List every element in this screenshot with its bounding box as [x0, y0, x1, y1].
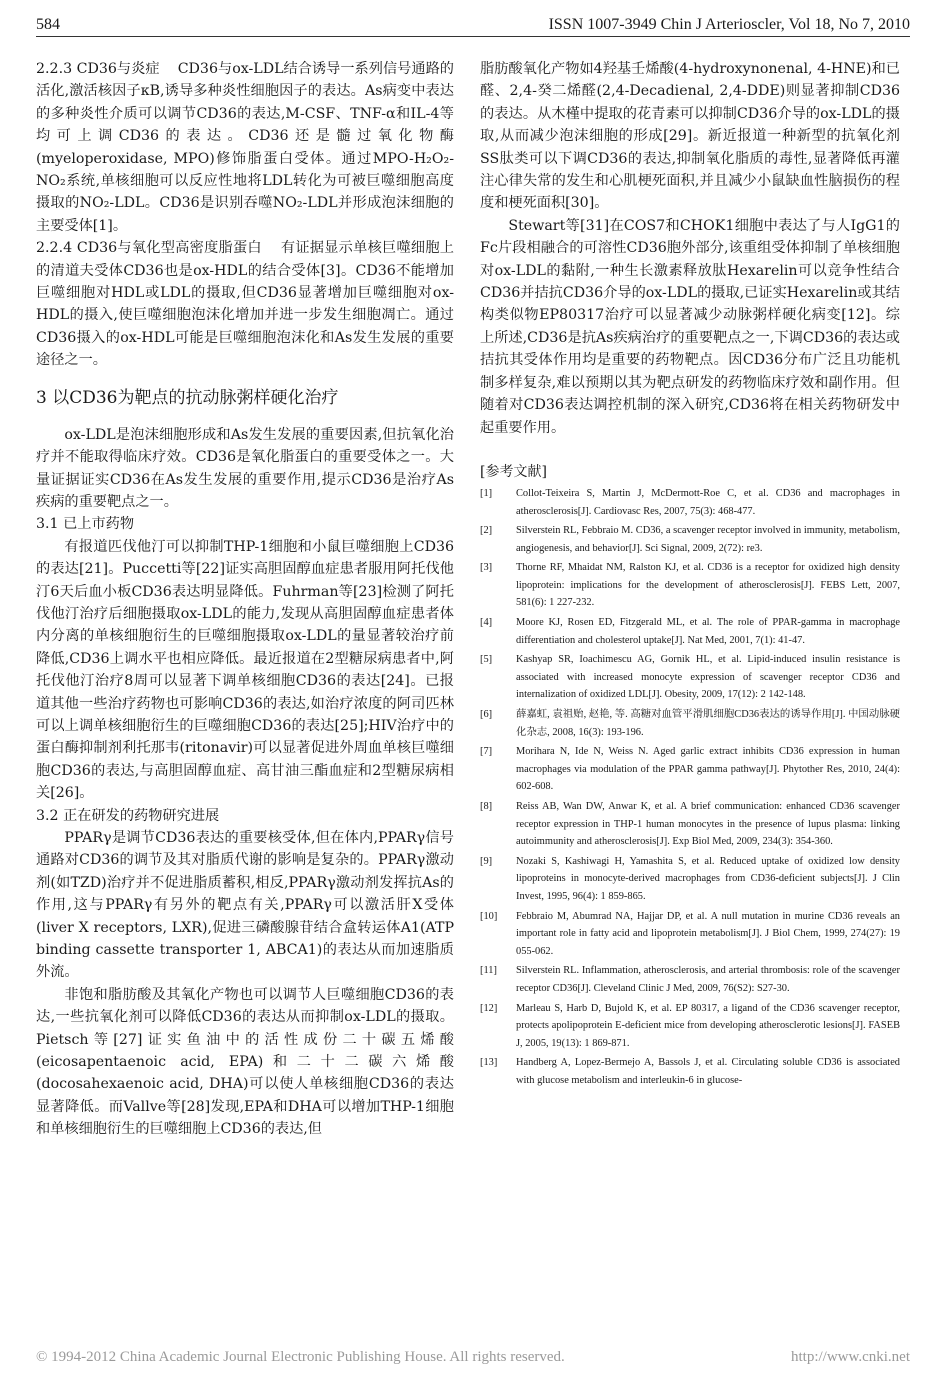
- section-3-2-paragraph-1: PPARγ是调节CD36表达的重要核受体,但在体内,PPARγ信号通路对CD36的调节及其对脂质代谢的影响是复杂的。PPARγ激动剂(如TZD)治疗并不促进脂质蓄积,相反,PPARγ激动剂发挥抗As的作用,这与PPARγ有另外的靶点有关,PPARγ可以激活肝X受体(liver X receptors, LXR),促进三磷酸腺苷结合盒转运体A1(ATP binding cassette transporter 1, ABCA1)的表达从而加速脂质外流。: [36, 830, 454, 981]
- copyright-notice: © 1994-2012 China Academic Journal Electronic Publishing House. All rights reserved.: [36, 1349, 565, 1365]
- reference-number: [13]: [480, 1057, 498, 1069]
- publisher-site-link[interactable]: http://www.cnki.net: [790, 1349, 910, 1365]
- section-2-2-3-text: CD36与ox-LDL结合诱导一系列信号通路的活化,激活核因子κB,诱导多种炎性细胞因子的表达。As病变中表达的多种炎性介质可以调节CD36的表达,M-CSF、TNF-α和IL-4等均可上调CD36的表达。CD36还是髓过氧化物酶(myeloperoxidase, MPO)修饰脂蛋白受体。通过MPO-H₂O₂-NO₂系统,单核细胞可以反应性地将LDL转化为可被巨噬细胞高度摄取的NO₂-LDL。CD36是识别吞噬NO₂-LDL并形成泡沫细胞的主要受体[1]。: [36, 61, 454, 234]
- page-number: 584: [36, 16, 60, 33]
- reference-number: [3]: [480, 562, 493, 574]
- page-header: [36, 12, 910, 42]
- reference-text: 薛嘉虹, 袁祖贻, 赵艳, 等. 高糖对血管平滑肌细胞CD36表达的诱导作用[J]. 中国动脉硬化杂志, 2008, 16(3): 193-196.: [516, 709, 900, 738]
- continued-paragraph: 脂肪酸氧化产物如4羟基壬烯酸(4-hydroxynonenal, 4-HNE)和已醛、2,4-癸二烯醛(2,4-Decadienal, 2,4-DDE)则显著抑制CD36的表达。从木槿中提取的花青素可以抑制CD36介导的ox-LDL的摄取,从而减少泡沫细胞的形成[29]。新近报道一种新型的抗氧化剂SS肽类可以下调CD36的表达,抑制氧化脂质的毒性,显著降低再灌注心律失常的发生和心肌梗死面积,并且减少小鼠缺血性脑损伤的程度和梗死面积[30]。: [480, 61, 900, 212]
- reference-number: [9]: [480, 855, 493, 867]
- reference-text: Collot-Teixeira S, Martin J, McDermott-Roe C, et al. CD36 and macrophages in atherosclerosis[J]. Cardiovasc Res, 2007, 75(3): 468-477.: [516, 487, 900, 517]
- section-2-2-4: [36, 237, 454, 371]
- reference-text: Reiss AB, Wan DW, Anwar K, et al. A brief communication: enhanced CD36 scavenger receptor expression in THP-1 human monocytes in the presence of lupus plasma: linking autoimmunity and atherosclerosis[J]. Exp Biol Med, 2009, 234(3): 354-360.: [516, 801, 900, 848]
- reference-text: Nozaki S, Kashiwagi H, Yamashita S, et al. Reduced uptake of oxidized low density lipoproteins in monocyte-derived macrophages from CD36-deficient subjects[J]. J Clin Invest, 1995, 96(4): 1 859-865.: [516, 855, 900, 902]
- section-2-2-3-title: 2.2.3 CD36与炎症: [36, 61, 160, 77]
- section-3-title: 3 以CD36为靶点的抗动脉粥样硬化治疗: [36, 387, 339, 408]
- reference-number: [2]: [480, 525, 493, 537]
- section-2-2-3: [36, 58, 454, 237]
- reference-item: [480, 962, 900, 997]
- reference-number: [5]: [480, 654, 493, 666]
- reference-number: [1]: [480, 487, 493, 499]
- section-3-1-text: 有报道匹伐他汀可以抑制THP-1细胞和小鼠巨噬细胞上CD36的表达[21]。Puccetti等[22]证实高胆固醇血症患者服用阿托伐他汀6天后血小板CD36表达明显降低。Fuhrman等[23]检测了阿托伐他汀治疗后细胞摄取ox-LDL的能力,发现从高胆固醇血症患者体内分离的单核细胞衍生的巨噬细胞摄取ox-LDL的量显著较治疗前降低,CD36上调水平也相应降低。最近报道在2型糖尿病患者中,阿托伐他汀治疗8周可以显著下调单核细胞CD36的表达[24]。已报道其他一些治疗药物也可影响CD36的表达,如治疗浓度的阿司匹林可以上调单核细胞衍生的巨噬细胞CD36的表达[25];HIV治疗中的蛋白酶抑制剂利托那韦(ritonavir)可以显著促进外周血单核巨噬细胞CD36的表达,与高胆固醇血症、高甘油三酯血症和2型糖尿病相关[26]。: [36, 538, 454, 802]
- reference-text: Kashyap SR, Ioachimescu AG, Gornik HL, et al. Lipid-induced insulin resistance is associated with increased monocyte expression of scavenger receptor CD36 and internalization of oxidized LDL[J]. Obesity, 2009, 17(12): 2 142-148.: [516, 654, 900, 701]
- reference-item: [480, 853, 900, 906]
- reference-item: [480, 485, 900, 520]
- section-3-1-title: 3.1 已上市药物: [36, 516, 135, 533]
- section-3-2-title: 3.2 正在研发的药物研究进展: [36, 807, 220, 824]
- reference-text: Silverstein RL, Febbraio M. CD36, a scavenger receptor involved in immunity, metabolism, angiogenesis, and behavior[J]. Sci Signal, 2009, 2(72): re3.: [516, 525, 900, 554]
- journal-info: ISSN 1007-3949 Chin J Arterioscler, Vol 18, No 7, 2010: [548, 16, 910, 33]
- reference-item: [480, 908, 900, 961]
- reference-number: [7]: [480, 746, 493, 758]
- reference-list: [480, 485, 900, 1090]
- reference-number: [12]: [480, 1002, 498, 1014]
- reference-number: [4]: [480, 617, 493, 629]
- reference-text: Febbraio M, Abumrad NA, Hajjar DP, et al. A null mutation in murine CD36 reveals an important role in fatty acid and lipoprotein metabolism[J]. J Biol Chem, 1999, 274(27): 19 055-062.: [516, 910, 900, 957]
- reference-item: [480, 614, 900, 649]
- reference-text: Silverstein RL. Inflammation, atherosclerosis, and arterial thrombosis: role of the scavenger receptor CD36[J]. Cleveland Clinic J Med, 2009, 76(S2): S27-30.: [516, 965, 900, 994]
- page-footer: [36, 1349, 910, 1371]
- reference-item: [480, 559, 900, 612]
- reference-item: [480, 706, 900, 741]
- reference-item: [480, 798, 900, 851]
- reference-item: [480, 743, 900, 796]
- reference-item: [480, 651, 900, 704]
- reference-text: Thorne RF, Mhaidat NM, Ralston KJ, et al. CD36 is a receptor for oxidized high density lipoprotein: implications for the development of atherosclerosis[J]. FEBS Lett, 2007, 581(6): 1 227-232.: [516, 562, 900, 609]
- section-3-2-paragraph-2: 非饱和脂肪酸及其氧化产物也可以调节人巨噬细胞CD36的表达,一些抗氧化剂可以降低CD36的表达从而抑制ox-LDL的摄取。Pietsch等[27]证实鱼油中的活性成份二十碳五烯酸(eicosapentaenoic acid, EPA)和二十二碳六烯酸(docosahexaenoic acid, DHA)可以使人单核细胞CD36的表达显著降低。而Vallve等[28]发现,EPA和DHA可以增加THP-1细胞和单核细胞衍生的巨噬细胞上CD36的表达,但: [36, 986, 454, 1138]
- reference-number: [6]: [480, 709, 493, 721]
- section-2-2-4-title: 2.2.4 CD36与氧化型高密度脂蛋白: [36, 240, 262, 257]
- reference-text: Marleau S, Harb D, Bujold K, et al. EP 80317, a ligand of the CD36 scavenger receptor, protects apolipoprotein E-deficient mice from developing atherosclerotic lesions[J]. FASEB J, 2005, 19(13): 1 869-871.: [516, 1002, 900, 1049]
- reference-number: [10]: [480, 910, 498, 922]
- right-column: [480, 58, 900, 1092]
- stewart-paragraph: Stewart等[31]在COS7和CHOK1细胞中表达了与人IgG1的Fc片段相融合的可溶性CD36胞外部分,该重组受体抑制了单核细胞对ox-LDL的黏附,一种生长激素释放肽Hexarelin可以竞争性结合CD36并拮抗CD36介导的ox-LDL的摄取,已证实Hexarelin或其结构类似物EP80317治疗可以显著减少动脉粥样硬化病变[12]。综上所述,CD36是抗As疾病治疗的重要靶点之一,下调CD36的表达或拮抗其受体作用均是重要的药物靶点。因CD36分布广泛且功能机制多样复杂,难以预期以其为靶点研发的药物临床疗效和副作用。但随着对CD36表达调控机制的深入研究,CD36将在相关药物研发中起重要作用。: [480, 217, 900, 436]
- section-2-2-4-text: 有证据显示单核巨噬细胞上的清道夫受体CD36也是ox-HDL的结合受体[3]。CD36不能增加巨噬细胞对HDL或LDL的摄取,但CD36显著增加巨噬细胞对ox-HDL的摄入,使巨噬细胞泡沫化增加并进一步发生细胞凋亡。通过CD36摄入的ox-HDL可能是巨噬细胞泡沫化和As发生发展的重要途径之一。: [36, 240, 454, 369]
- reference-text: Moore KJ, Rosen ED, Fitzgerald ML, et al. The role of PPAR-gamma in macrophage differentiation and cholesterol uptake[J]. Nat Med, 2001, 7(1): 41-47.: [516, 617, 900, 646]
- section-3-text: ox-LDL是泡沫细胞形成和As发生发展的重要因素,但抗氧化治疗并不能取得临床疗效。CD36是氧化脂蛋白的重要受体之一。大量证据证实CD36在As发生发展的重要作用,提示CD36是治疗As疾病的重要靶点之一。: [36, 426, 454, 510]
- left-column: [36, 58, 454, 1141]
- reference-text: Morihara N, Ide N, Weiss N. Aged garlic extract inhibits CD36 expression in human macrophages via modulation of the PPAR gamma pathway[J]. Phytother Res, 2010, 24(4): 602-608.: [516, 746, 900, 793]
- reference-number: [8]: [480, 801, 493, 812]
- header-rule: [36, 36, 910, 37]
- reference-number: [11]: [480, 965, 497, 977]
- reference-item: [480, 1000, 900, 1053]
- references-title: [参考文献]: [480, 463, 547, 480]
- reference-item: [480, 1054, 900, 1089]
- reference-item: [480, 522, 900, 557]
- reference-text: Handberg A, Lopez-Bermejo A, Bassols J, et al. Circulating soluble CD36 is associated with glucose metabolism and interleukin-6 in glucose-: [516, 1057, 900, 1086]
